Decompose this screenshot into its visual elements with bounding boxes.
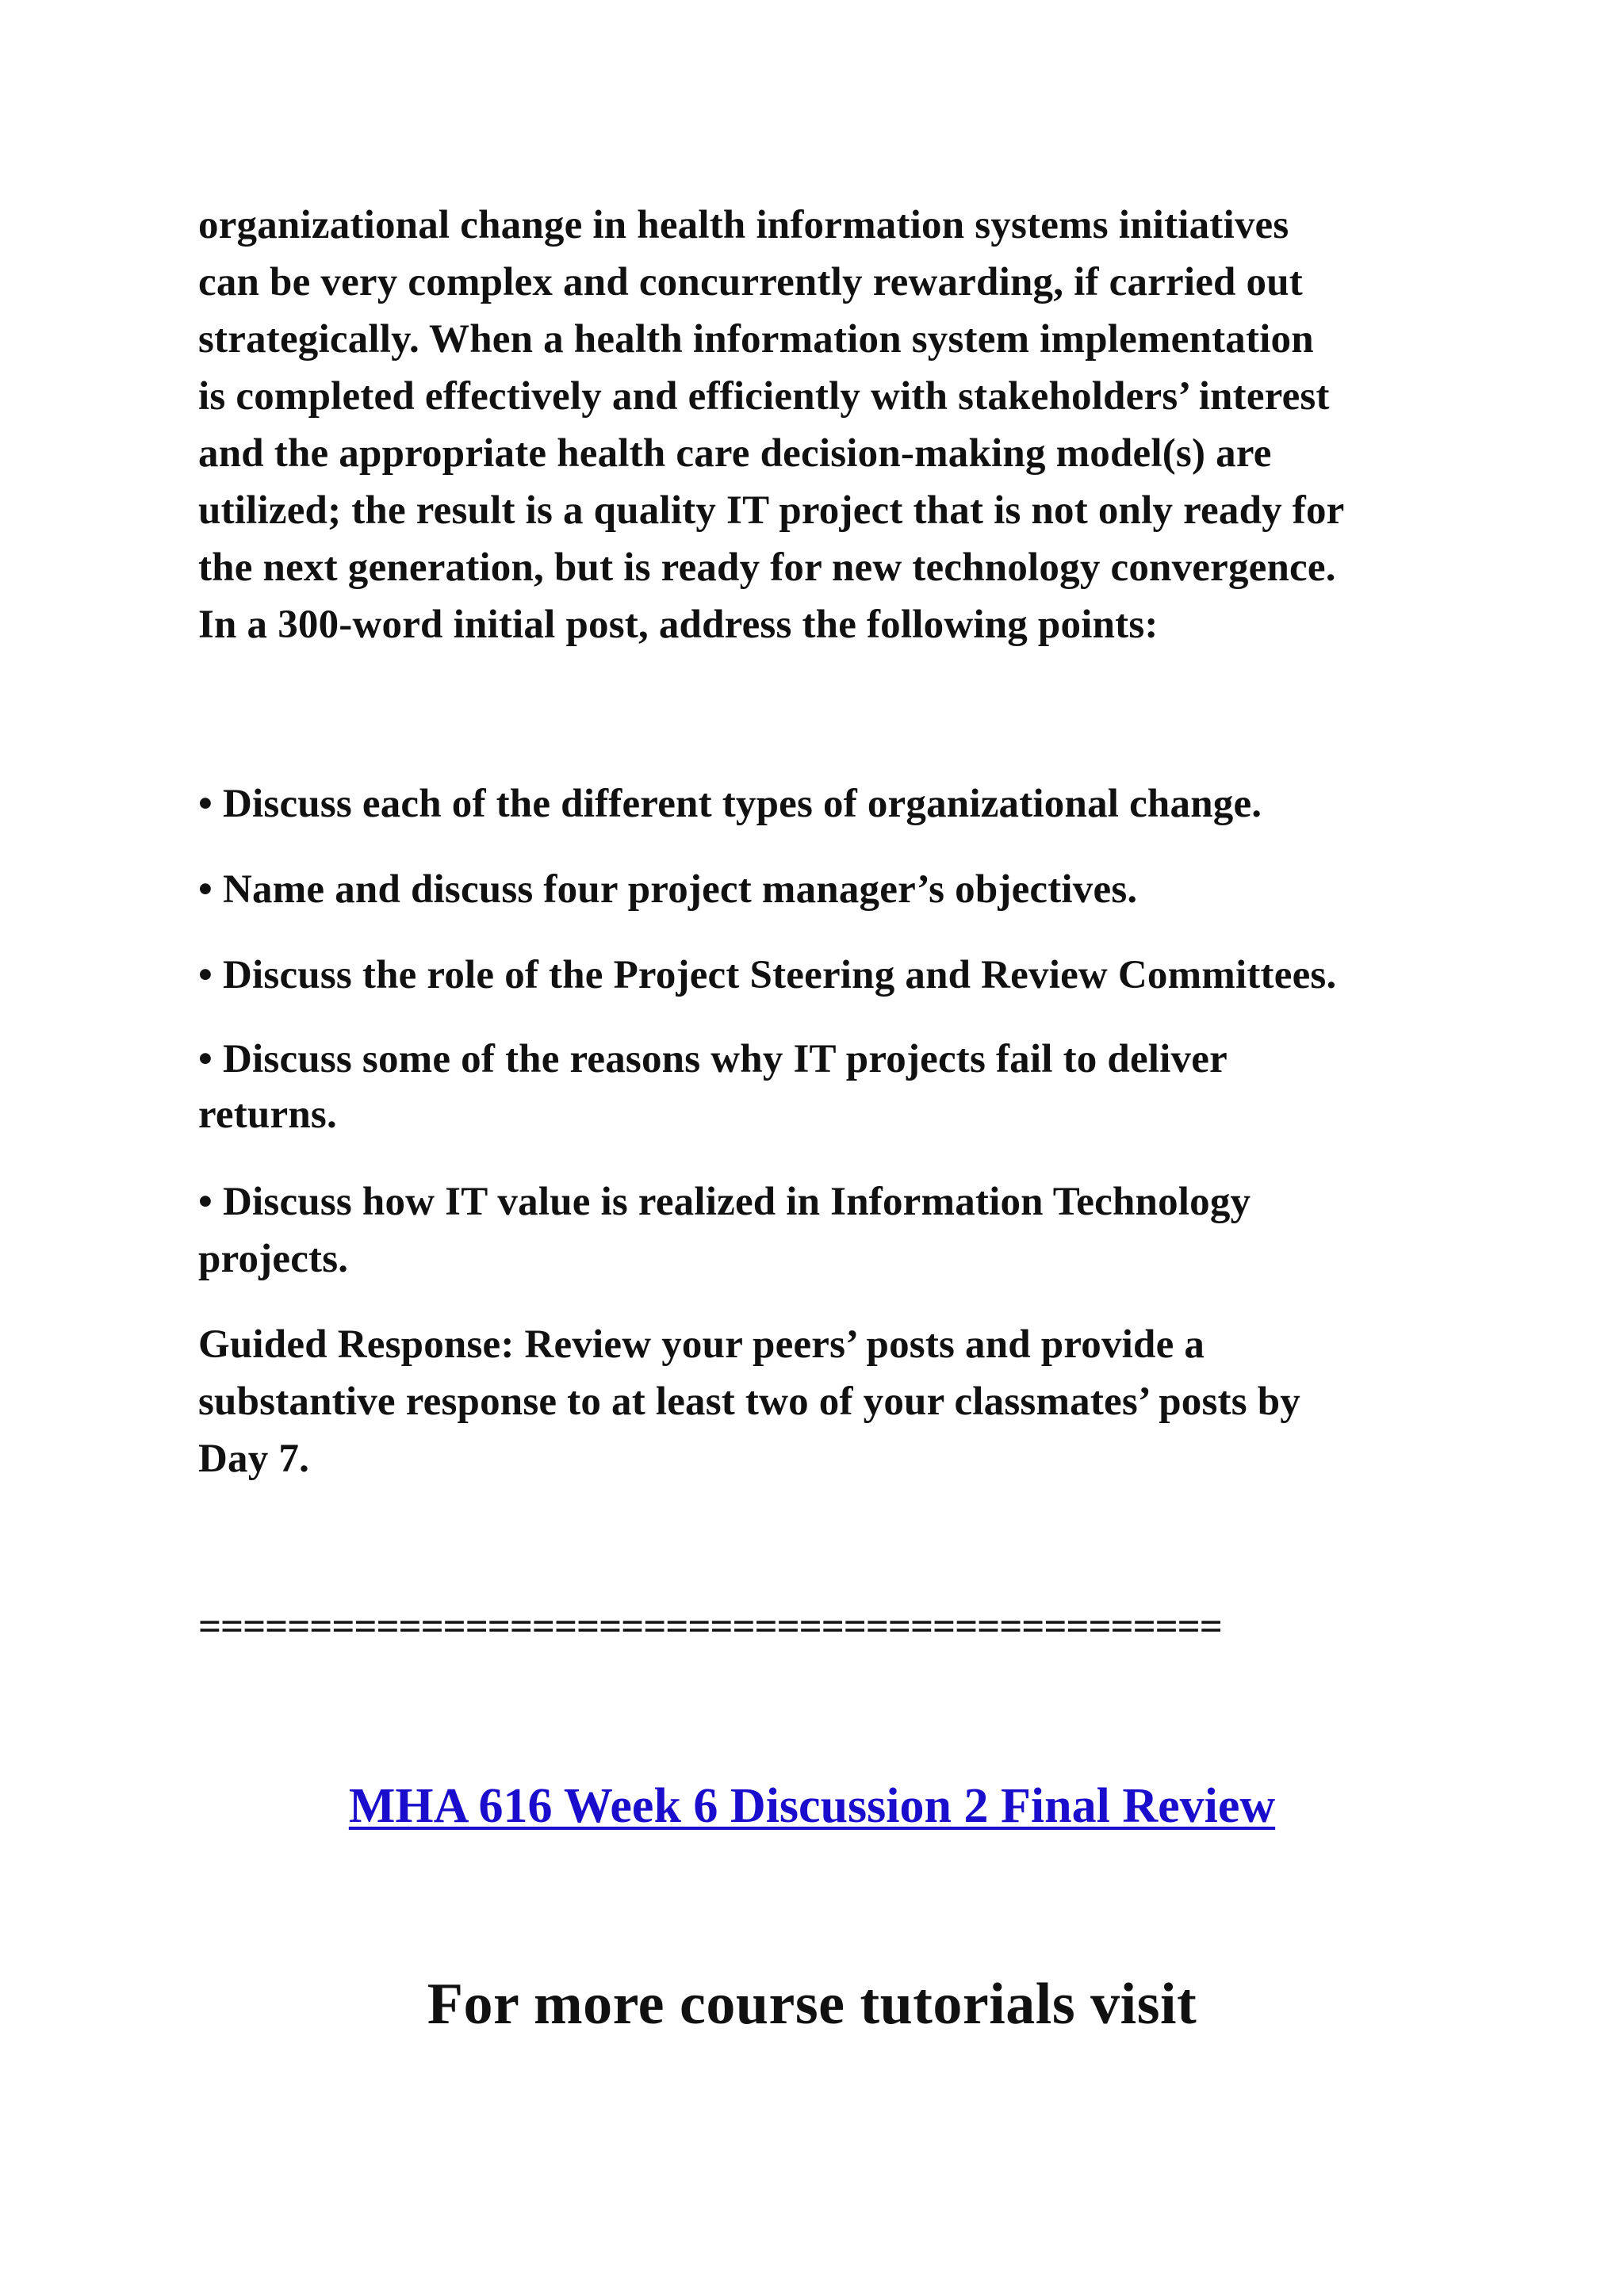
- footer-text: For more course tutorials visit: [427, 1972, 1197, 2037]
- intro-line-3: strategically. When a health information system implementation: [198, 317, 1314, 362]
- guided-response-line-2: substantive response to at least two of your classmates’ posts by: [198, 1380, 1300, 1424]
- intro-line-4: is completed effectively and efficiently with stakeholders’ interest: [198, 374, 1330, 419]
- intro-line-8: In a 300-word initial post, address the following points:: [198, 603, 1159, 647]
- intro-line-6: utilized; the result is a quality IT project that is not only ready for: [198, 488, 1345, 533]
- bullet-item-project-manager-objectives: • Name and discuss four project manager’s objectives.: [198, 867, 1138, 912]
- course-title-link[interactable]: MHA 616 Week 6 Discussion 2 Final Review: [348, 1779, 1276, 1833]
- bullet-item-it-value: • Discuss how IT value is realized in Information Technology: [198, 1180, 1251, 1224]
- bullet-item-it-value-cont: projects.: [198, 1237, 349, 1281]
- bullet-item-organizational-change: • Discuss each of the different types of organizational change.: [198, 782, 1262, 826]
- intro-line-1: organizational change in health information systems initiatives: [198, 203, 1289, 247]
- separator-line: ==============================================: [198, 1605, 1222, 1649]
- guided-response-line-1: Guided Response: Review your peers’ posts and provide a: [198, 1322, 1205, 1367]
- guided-response-line-3: Day 7.: [198, 1437, 310, 1481]
- bullet-item-it-projects-fail-cont: returns.: [198, 1093, 337, 1137]
- intro-line-2: can be very complex and concurrently rewarding, if carried out: [198, 260, 1303, 304]
- intro-line-7: the next generation, but is ready for new technology convergence.: [198, 545, 1336, 590]
- bullet-item-steering-committees: • Discuss the role of the Project Steering and Review Committees.: [198, 953, 1337, 997]
- bullet-item-it-projects-fail: • Discuss some of the reasons why IT projects fail to deliver: [198, 1037, 1228, 1081]
- intro-line-5: and the appropriate health care decision-making model(s) are: [198, 431, 1272, 476]
